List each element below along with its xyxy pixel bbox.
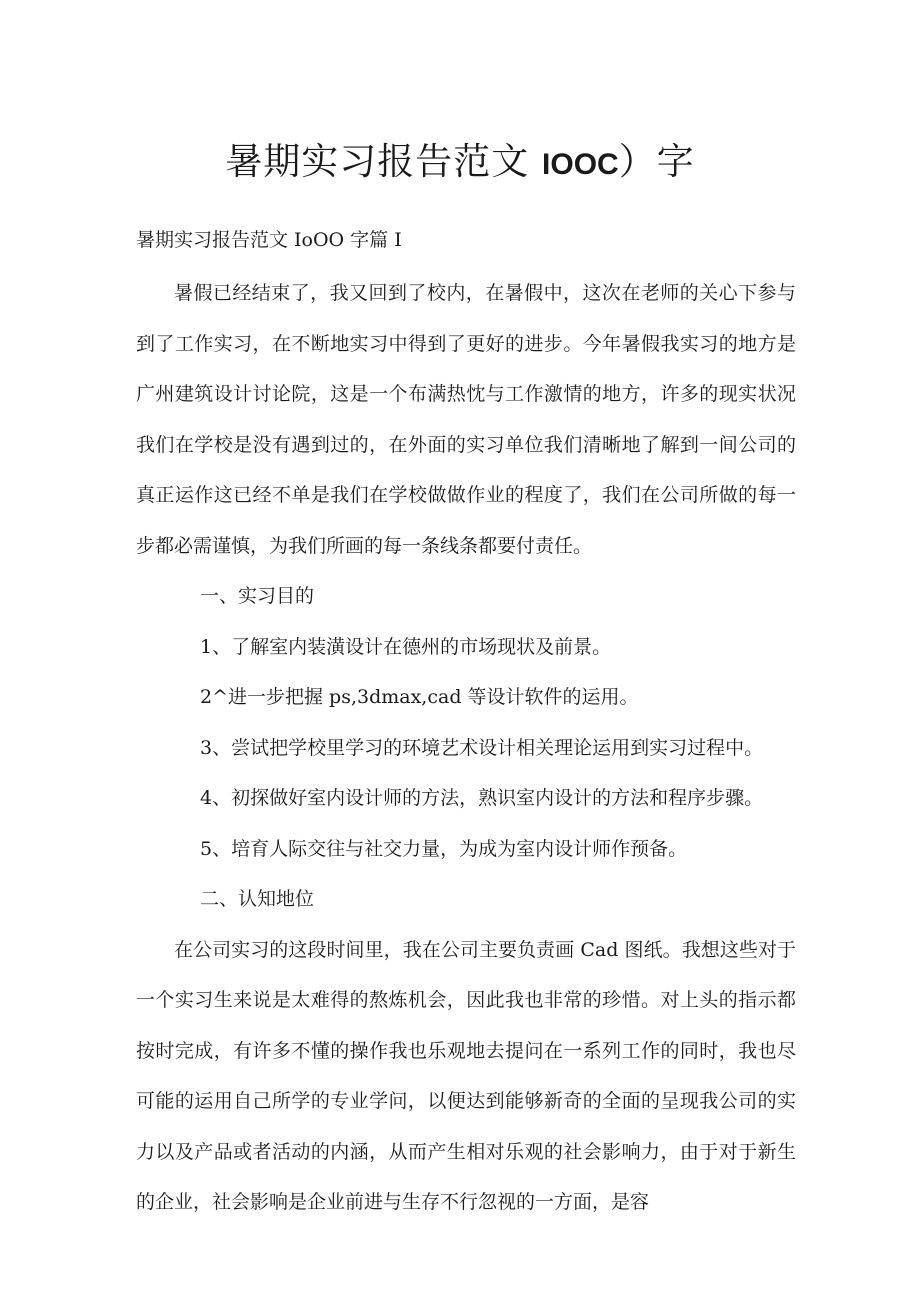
title-main: 暑期实习报告范文 — [225, 140, 530, 183]
paragraph-intro: 暑假已经结束了，我又回到了校内，在暑假中，这次在老师的关心下参与到了工作实习，在不断地实习中得到了更好的进步。今年暑假我实习的地方是广州建筑设计讨论院，这是一个布满热忱与工作激情的地方，许多的现实状况我们在学校是没有遇到过的，在外面的实习单位我们清晰地了解到一间公司的真正运作这已经不单是我们在学校做做作业的程度了，我们在公司所做的每一步都必需谨慎，为我们所画的每一条线条都要付责任。 — [136, 282, 796, 557]
goal-item-4: 4、初探做好室内设计师的方法，熟识室内设计的方法和程序步骤。 — [200, 787, 764, 809]
title-tail: ）字 — [618, 140, 695, 183]
goal-item-2: 2^进一步把握 ps,3dmax,cad 等设计软件的运用。 — [200, 686, 639, 708]
section-heading-goals: 一、实习目的 — [200, 585, 315, 607]
title-code: IOOC — [542, 148, 619, 181]
goal-item-5: 5、培育人际交往与社交力量，为成为室内设计师作预备。 — [200, 837, 688, 860]
document-title — [0, 138, 920, 189]
goal-item-3: 3、尝试把学校里学习的环境艺术设计相关理论运用到实习过程中。 — [200, 736, 764, 759]
document-body — [136, 268, 796, 1228]
section-heading-role: 二、认知地位 — [200, 888, 315, 910]
document-subtitle: 暑期实习报告范文 IoOO 字篇 I — [136, 229, 402, 251]
paragraph-role: 在公司实习的这段时间里，我在公司主要负责画 Cad 图纸。我想这些对于一个实习生来说是太难得的熬炼机会，因此我也非常的珍惜。对上头的指示都按时完成，有许多不懂的操作我也乐观地去提问在一系列工作的同时，我也尽可能的运用自己所学的专业学问，以便达到能够新奇的全面的呈现我公司的实力以及产品或者活动的内涵，从而产生相对乐观的社会影响力，由于对于新生的企业，社会影响是企业前进与生存不行忽视的一方面，是容 — [136, 938, 796, 1213]
goal-item-1: 1、了解室内装潢设计在德州的市场现状及前景。 — [200, 635, 612, 658]
